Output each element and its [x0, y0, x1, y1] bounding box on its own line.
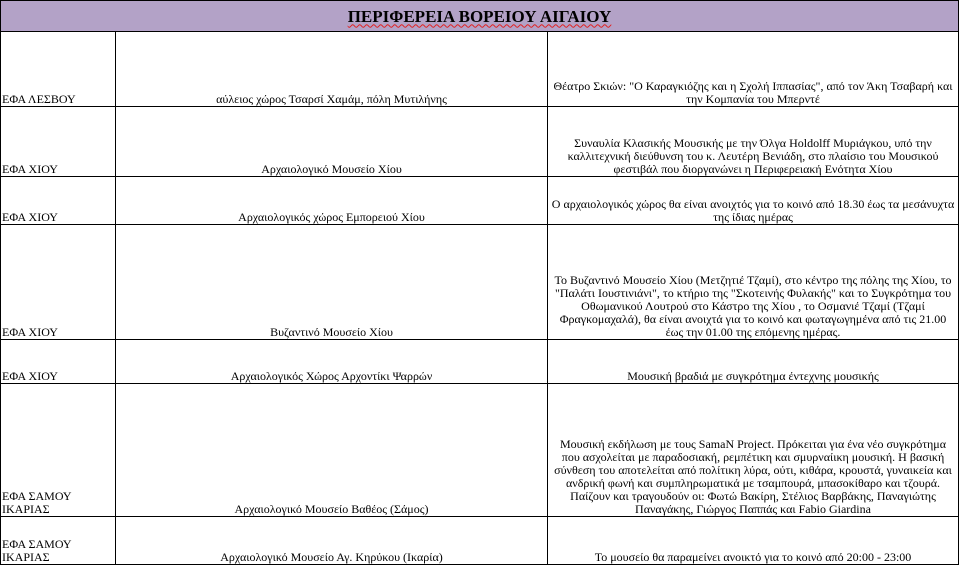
- table-row: [1, 32, 959, 107]
- venue-cell[interactable]: [116, 177, 548, 225]
- header-row: [1, 1, 959, 32]
- event-cell[interactable]: [548, 107, 959, 177]
- ephorate-text: ΕΦΑ ΣΑΜΟΥ ΙΚΑΡΙΑΣ: [2, 537, 72, 564]
- event-text: Ο αρχαιολογικός χώρος θα είναι ανοιχτός για το κοινό από 18.30 έως τα μεσάνυχτα της ίδιας ημέρας: [551, 197, 955, 224]
- event-cell[interactable]: [548, 32, 959, 107]
- ephorate-cell[interactable]: [1, 107, 116, 177]
- ephorate-text: ΕΦΑ ΣΑΜΟΥ ΙΚΑΡΙΑΣ: [2, 489, 72, 516]
- ephorate-cell[interactable]: [1, 177, 116, 225]
- ephorate-text: ΕΦΑ ΧΙΟΥ: [2, 210, 58, 224]
- table-row: [1, 517, 959, 565]
- venue-cell[interactable]: [116, 340, 548, 384]
- event-text: Μουσική βραδιά με συγκρότημα έντεχνης μουσικής: [627, 369, 879, 383]
- region-title: ΠΕΡΙΦΕΡΕΙΑ ΒΟΡΕΙΟΥ ΑΙΓΑΙΟΥ: [347, 6, 612, 26]
- ephorate-cell[interactable]: [1, 225, 116, 340]
- ephorate-cell[interactable]: [1, 384, 116, 517]
- venue-text: Αρχαιολογικό Μουσείο Χίου: [261, 162, 402, 176]
- ephorate-text: ΕΦΑ ΧΙΟΥ: [2, 369, 58, 383]
- event-cell[interactable]: [548, 177, 959, 225]
- venue-cell[interactable]: [116, 225, 548, 340]
- event-text: Μουσική εκδήλωση με τους SamaN Project. Πρόκειται για ένα νέο συγκρότημα που ασχολείται με παραδοσιακή, ρεμπέτικη και σμυρναίικη μουσική. Η βασική σύνθεση του αποτελείται από πολίτικη λύρα, ούτι, κιθάρα, κρουστά, γυναικεία και ανδρική φωνή και συμπληρωματικά με τσαμπουρά, μπασοκίθαρο και τζουρά. Παίζουν και τραγουδούν οι: Φωτώ Βακίρη, Στέλιος Βαρβάκης, Παναγιώτης Παναγάκης, Γιώργος Παππάς και Fabio Giardina: [554, 437, 952, 516]
- table-row: [1, 225, 959, 340]
- venue-text: Αρχαιολογικός Χώρος Αρχοντίκι Ψαρρών: [230, 369, 433, 383]
- table-row: [1, 384, 959, 517]
- table-row: [1, 177, 959, 225]
- venue-text: αύλειος χώρος Τσαρσί Χαμάμ, πόλη Μυτιλήνης: [216, 92, 447, 106]
- event-text: Το Βυζαντινό Μουσείο Χίου (Μετζητιέ Τζαμί), στο κέντρο της πόλης της Χίου, το "Παλάτι Ιουστινιάνι", το κτήριο της "Σκοτεινής Φυλακής" και το Συγκρότημα του Οθωμανικού Λουτρού στο Κάστρο της Χίου , το Οσμανιέ Τζαμί (Τζαμί Φραγκομαχαλά), θα είναι ανοιχτά για το κοινό και φωταγωγημένα από τις 21.00 έως την 01.00 της επόμενης ημέρας.: [554, 273, 952, 339]
- ephorate-text: ΕΦΑ ΧΙΟΥ: [2, 325, 58, 339]
- venue-text: Αρχαιολογικό Μουσείο Αγ. Κηρύκου (Ικαρία): [220, 550, 443, 564]
- event-cell[interactable]: [548, 517, 959, 565]
- ephorate-cell[interactable]: [1, 517, 116, 565]
- venue-text: Βυζαντινό Μουσείο Χίου: [270, 325, 393, 339]
- venue-text: Αρχαιολογικό Μουσείο Βαθέος (Σάμος): [234, 502, 429, 516]
- venue-cell[interactable]: [116, 384, 548, 517]
- event-text: Θέατρο Σκιών: "Ο Καραγκιόζης και η Σχολή Ιππασίας", από τον Άκη Τσαβαρή και την Κομπανία του Μπερντέ: [553, 79, 953, 106]
- ephorate-text: ΕΦΑ ΛΕΣΒΟΥ: [2, 92, 76, 106]
- venue-text: Αρχαιολογικός χώρος Εμπορειού Χίου: [238, 210, 425, 224]
- table-row: [1, 340, 959, 384]
- ephorate-cell[interactable]: [1, 32, 116, 107]
- venue-cell[interactable]: [116, 32, 548, 107]
- venue-cell[interactable]: [116, 107, 548, 177]
- event-text: Συναυλία Κλασικής Μουσικής με την Όλγα Holdolff Μυριάγκου, υπό την καλλιτεχνική διεύθυνση του κ. Λευτέρη Βενιάδη, στο πλαίσιο του Μουσικού φεστιβάλ που διοργανώνει η Περιφερειακή Ενότητα Χίου: [567, 136, 939, 176]
- region-title-cell[interactable]: [1, 1, 959, 32]
- ephorate-text: ΕΦΑ ΧΙΟΥ: [2, 162, 58, 176]
- event-cell[interactable]: [548, 225, 959, 340]
- venue-cell[interactable]: [116, 517, 548, 565]
- event-cell[interactable]: [548, 384, 959, 517]
- ephorate-cell[interactable]: [1, 340, 116, 384]
- event-text: Το μουσείο θα παραμείνει ανοικτό για το κοινό από 20:00 - 23:00: [594, 550, 912, 564]
- table-row: [1, 107, 959, 177]
- event-cell[interactable]: [548, 340, 959, 384]
